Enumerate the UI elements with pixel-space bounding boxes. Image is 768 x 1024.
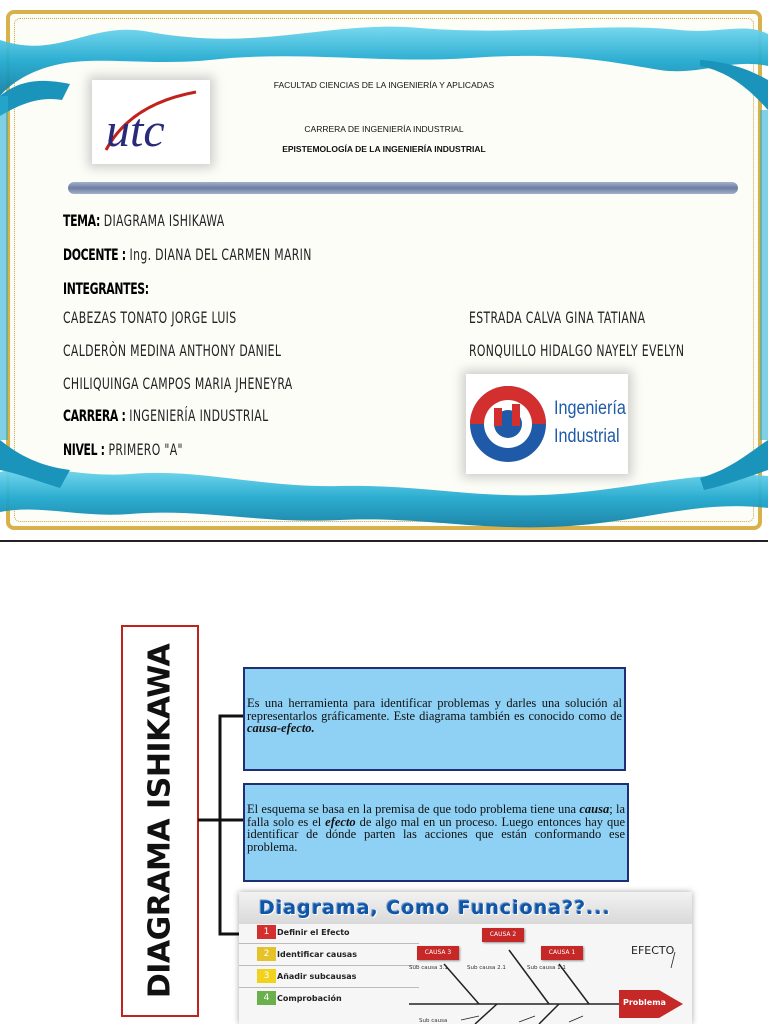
premise-text-b: ; la falla solo es el: [247, 802, 625, 829]
premise-emphasis-causa: causa: [579, 802, 610, 816]
logo-text-line2: Industrial: [554, 426, 620, 447]
vertical-title-box: [121, 625, 199, 1017]
gear-emblem-icon: [468, 374, 548, 474]
nivel-line: [63, 440, 183, 459]
slide-title: Diagrama, Como Funciona??...: [259, 897, 611, 919]
premise-text-c: de algo mal en un proceso. Luego entonces hay que identificar de dónde parten las acciones que están conformando ese problema.: [247, 814, 625, 854]
efecto-label: EFECTO: [631, 944, 675, 957]
step-4-number: 4: [257, 991, 276, 1005]
causa-2-label: CAUSA 2: [482, 928, 524, 942]
premise-emphasis-efecto: efecto: [325, 814, 356, 829]
integrantes-label: INTEGRANTES:: [63, 279, 149, 298]
subject-heading: EPISTEMOLOGÍA DE LA INGENIERÍA INDUSTRIAL: [282, 144, 486, 154]
logo-text-line1: Ingeniería: [554, 398, 626, 419]
tema-value: DIAGRAMA ISHIKAWA: [103, 211, 225, 230]
sub-cause-1-1: Sub causa 1.1: [527, 965, 566, 971]
carrera-value: INGENIERÍA INDUSTRIAL: [129, 406, 269, 425]
page-divider: [0, 540, 768, 542]
member-left-3: CHILIQUINGA CAMPOS MARIA JHENEYRA: [63, 374, 293, 393]
ingenieria-industrial-logo: [466, 374, 628, 474]
premise-text-a: El esquema se basa en la premisa de que todo problema tiene una: [247, 802, 580, 816]
nivel-label: NIVEL :: [63, 440, 105, 459]
docente-label: DOCENTE :: [63, 245, 126, 264]
nivel-value: PRIMERO "A": [108, 440, 183, 459]
docente-line: [63, 245, 312, 264]
causa-1-label: CAUSA 1: [541, 946, 583, 960]
premise-box: [243, 783, 629, 882]
step-3-label: Añadir subcausas: [277, 972, 357, 981]
problema-label: Problema: [623, 998, 666, 1007]
integrantes-label-line: [63, 279, 149, 298]
how-it-works-slide: [239, 892, 692, 1024]
step-4-label: Comprobación: [277, 994, 342, 1003]
member-left-2: CALDERÒN MEDINA ANTHONY DANIEL: [63, 341, 282, 360]
faculty-heading: FACULTAD CIENCIAS DE LA INGENIERÍA Y APLICADAS: [273, 80, 495, 90]
definition-text: Es una herramienta para identificar problemas y darles una solución al representarlos gráficamente. Este diagrama también es conocido como de: [247, 696, 622, 723]
causa-3-label: CAUSA 3: [417, 946, 459, 960]
member-left-1: CABEZAS TONATO JORGE LUIS: [63, 308, 237, 327]
carrera-line: [63, 406, 268, 425]
definition-box: [243, 667, 626, 771]
member-right-2: RONQUILLO HIDALGO NAYELY EVELYN: [469, 341, 685, 360]
carrera-label: CARRERA :: [63, 406, 126, 425]
step-2-label: Identificar causas: [277, 950, 357, 959]
docente-value: Ing. DIANA DEL CARMEN MARIN: [129, 245, 312, 264]
vertical-title: DIAGRAMA ISHIKAWA: [142, 643, 178, 999]
sub-cause-bottom: Sub causa: [419, 1018, 448, 1024]
career-heading: CARRERA DE INGENIERÍA INDUSTRIAL: [304, 124, 464, 134]
sub-cause-3-1: Sub causa 3.1: [409, 965, 448, 971]
step-1-label: Definir el Efecto: [277, 928, 350, 937]
step-2-number: 2: [257, 947, 276, 961]
member-right-1: ESTRADA CALVA GINA TATIANA: [469, 308, 646, 327]
header-separator: [68, 182, 738, 194]
step-1-number: 1: [257, 925, 276, 939]
definition-emphasis: causa-efecto.: [247, 721, 315, 735]
utc-logo-text: utc: [106, 104, 165, 157]
tema-line: [63, 211, 225, 230]
sub-cause-2-1: Sub causa 2.1: [467, 965, 506, 971]
tema-label: TEMA:: [63, 211, 100, 230]
step-3-number: 3: [257, 969, 276, 983]
